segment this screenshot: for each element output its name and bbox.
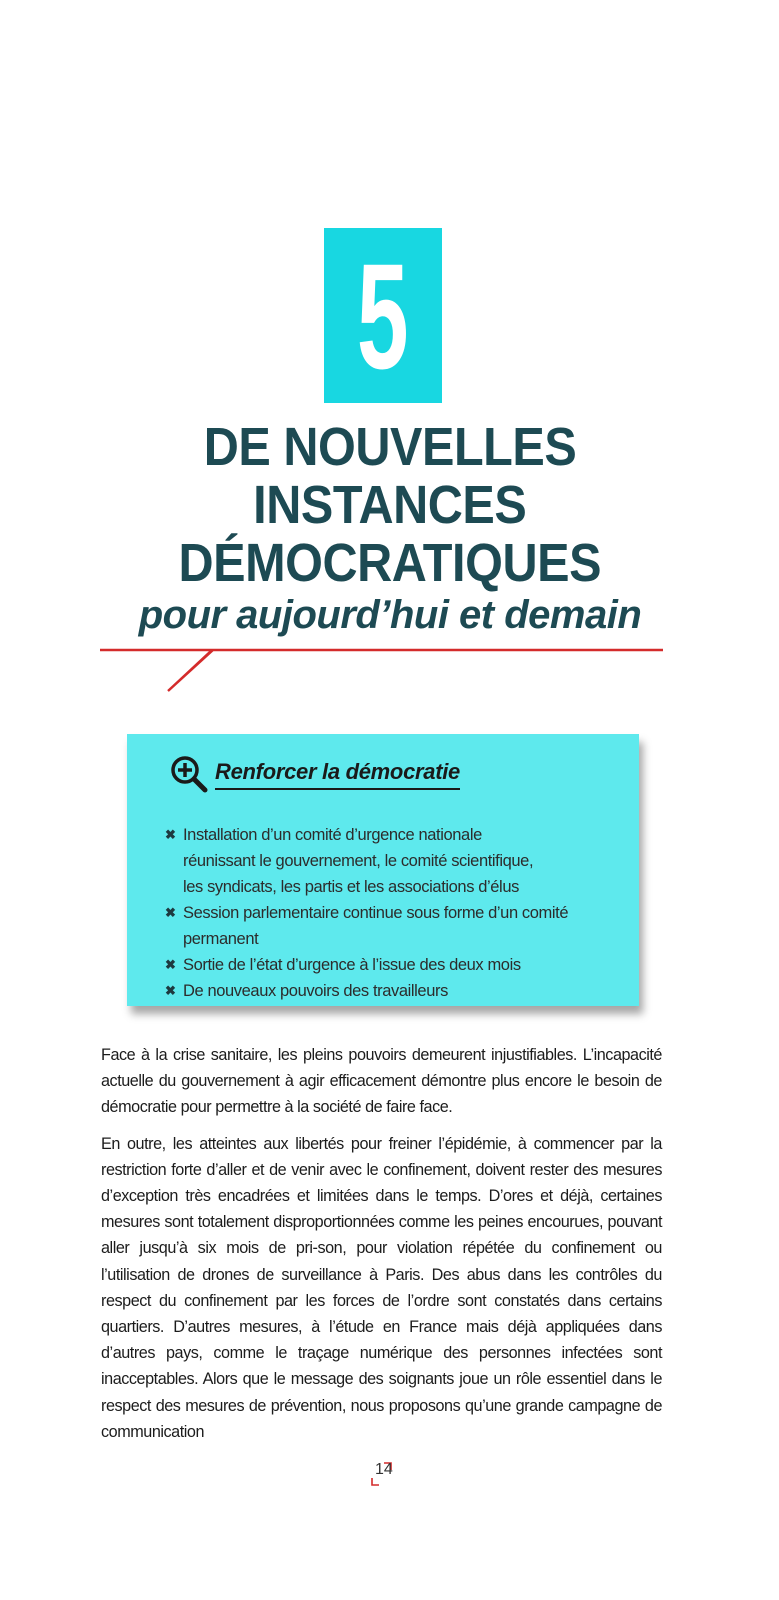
list-item-continuation: réunissant le gouvernement, le comité scientifique, [183, 852, 534, 870]
chapter-number: 5 [357, 231, 409, 400]
cross-icon: ✖ [165, 983, 176, 998]
list-item: ✖ Session parlementaire continue sous forme d’un comité permanent [165, 900, 639, 952]
list-item: ✖ De nouveaux pouvoirs des travailleurs [165, 978, 639, 1004]
title-line-3: DÉMOCRATIQUES [178, 533, 602, 593]
list-item-continuation: les syndicats, les partis et les associations d’élus [183, 878, 519, 896]
box-list [165, 822, 639, 1004]
list-item: ✖ Sortie de l’état d’urgence à l’issue des deux mois [165, 952, 639, 978]
title-line-1: DE NOUVELLES [203, 417, 577, 477]
chapter-number-box [324, 228, 442, 403]
box-title: Renforcer la démocratie [215, 759, 460, 790]
body-text [101, 1042, 662, 1455]
cross-icon: ✖ [165, 827, 176, 842]
chapter-title [100, 418, 680, 636]
title-line-2: INSTANCES [253, 475, 527, 535]
magnifier-plus-icon [169, 754, 209, 794]
list-item: ✖ Installation d’un comité d’urgence nationale [165, 822, 639, 848]
paragraph: En outre, les atteintes aux libertés pour freiner l’épidémie, à commencer par la restriction forte d’aller et de venir avec le confinement, doivent rester des mesures d’exception très encadrées et limitées dans le temps. D’ores et déjà, certaines mesures sont totalement disproportionnées comme les peines encourues, pouvant aller jusqu’à six mois de pri-son, pour violation répétée du confinement ou l’utilisation de drones de surveillance à Paris. Des abus dans les contrôles du respect du confinement par les forces de l’ordre sont constatés dans certains quartiers. D’autres mesures, à l’étude en France mais déjà appliquées dans d’autres pays, comme le traçage numérique des personnes infectées sont inacceptables. Alors que le message des soignants joue un rôle essentiel dans le respect des mesures de prévention, nous proposons qu’une grande campagne de communication [101, 1134, 662, 1441]
speech-bubble-rule [100, 648, 665, 694]
page-number-text: 14 [375, 1461, 393, 1478]
highlight-box [127, 734, 639, 1006]
box-heading [169, 754, 460, 794]
chapter-subtitle: pour aujourd’hui et demain [138, 593, 642, 637]
page-number [370, 1461, 406, 1487]
cross-icon: ✖ [165, 905, 176, 920]
cross-icon: ✖ [165, 957, 176, 972]
paragraph: Face à la crise sanitaire, les pleins pouvoirs demeurent injustifiables. L’incapacité actuelle du gouvernement à agir efficacement démontre plus encore le besoin de démocratie pour permettre à la société de faire face. [101, 1046, 662, 1117]
